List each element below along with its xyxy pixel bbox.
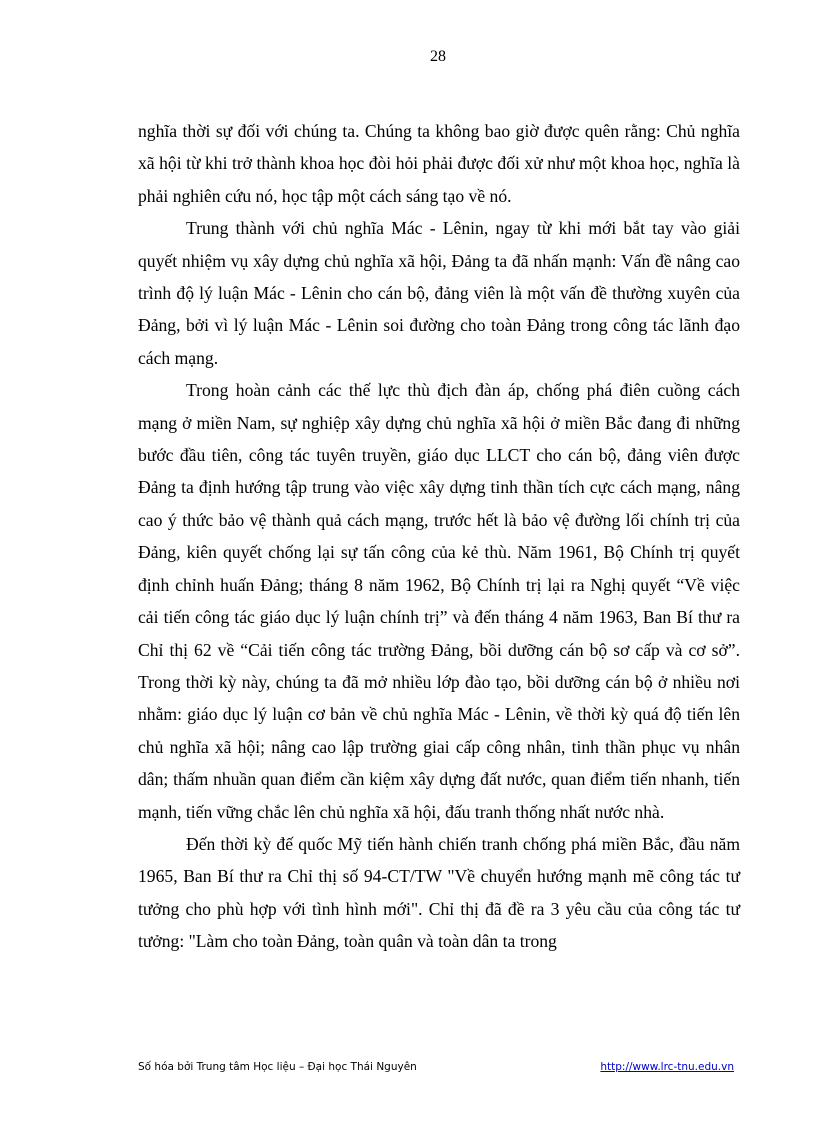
footer-link[interactable]: http://www.lrc-tnu.edu.vn — [600, 1061, 734, 1073]
paragraph-continuation: nghĩa thời sự đối với chúng ta. Chúng ta không bao giờ được quên rằng: Chủ nghĩa xã hội từ khi trở thành khoa học đòi hỏi phải được đối xử như một khoa học, nghĩa là phải nghiên cứu nó, học tập một cách sáng tạo về nó. — [138, 121, 740, 206]
paragraph: Đến thời kỳ đế quốc Mỹ tiến hành chiến tranh chống phá miền Bắc, đầu năm 1965, Ban Bí thư ra Chỉ thị số 94-CT/TW "Về chuyển hướng mạnh mẽ công tác tư tưởng cho phù hợp với tình hình mới". Chỉ thị đã đề ra 3 yêu cầu của công tác tư tưởng: "Làm cho toàn Đảng, toàn quân và toàn dân ta trong — [138, 833, 740, 952]
document-body — [138, 115, 740, 958]
paragraph: Trong hoàn cảnh các thế lực thù địch đàn áp, chống phá điên cuồng cách mạng ở miền Nam, sự nghiệp xây dựng chủ nghĩa xã hội ở miền Bắc đang đi những bước đầu tiên, công tác tuyên truyền, giáo dục LLCT cho cán bộ, đảng viên được Đảng ta định hướng tập trung vào việc xây dựng tinh thần tích cực cách mạng, nâng cao ý thức bảo vệ thành quả cách mạng, trước hết là bảo vệ đường lối chính trị của Đảng, kiên quyết chống lại sự tấn công của kẻ thù. Năm 1961, Bộ Chính trị quyết định chỉnh huấn Đảng; tháng 8 năm 1962, Bộ Chính trị lại ra Nghị quyết “Về việc cải tiến công tác giáo dục lý luận chính trị” và đến tháng 4 năm 1963, Ban Bí thư ra Chỉ thị 62 về “Cải tiến công tác trường Đảng, bồi dưỡng cán bộ sơ cấp và cơ sở”. Trong thời kỳ này, chúng ta đã mở nhiều lớp đào tạo, bồi dưỡng cán bộ ở nhiều nơi nhằm: giáo dục lý luận cơ bản về chủ nghĩa Mác - Lênin, về thời kỳ quá độ tiến lên chủ nghĩa xã hội; nâng cao lập trường giai cấp công nhân, tinh thần phục vụ nhân dân; thấm nhuần quan điểm cần kiệm xây dựng đất nước, quan điểm tiến nhanh, tiến mạnh, tiến vững chắc lên chủ nghĩa xã hội, đấu tranh thống nhất nước nhà. — [138, 380, 740, 822]
page-number: 28 — [430, 48, 446, 65]
footer-credit: Số hóa bởi Trung tâm Học liệu – Đại học Thái Nguyên — [138, 1061, 417, 1073]
paragraph: Trung thành với chủ nghĩa Mác - Lênin, ngay từ khi mới bắt tay vào giải quyết nhiệm vụ xây dựng chủ nghĩa xã hội, Đảng ta đã nhấn mạnh: Vấn đề nâng cao trình độ lý luận Mác - Lênin cho cán bộ, đảng viên là một vấn đề thường xuyên của Đảng, bởi vì lý luận Mác - Lênin soi đường cho toàn Đảng trong công tác lãnh đạo cách mạng. — [138, 218, 740, 368]
page-footer — [138, 1061, 734, 1073]
